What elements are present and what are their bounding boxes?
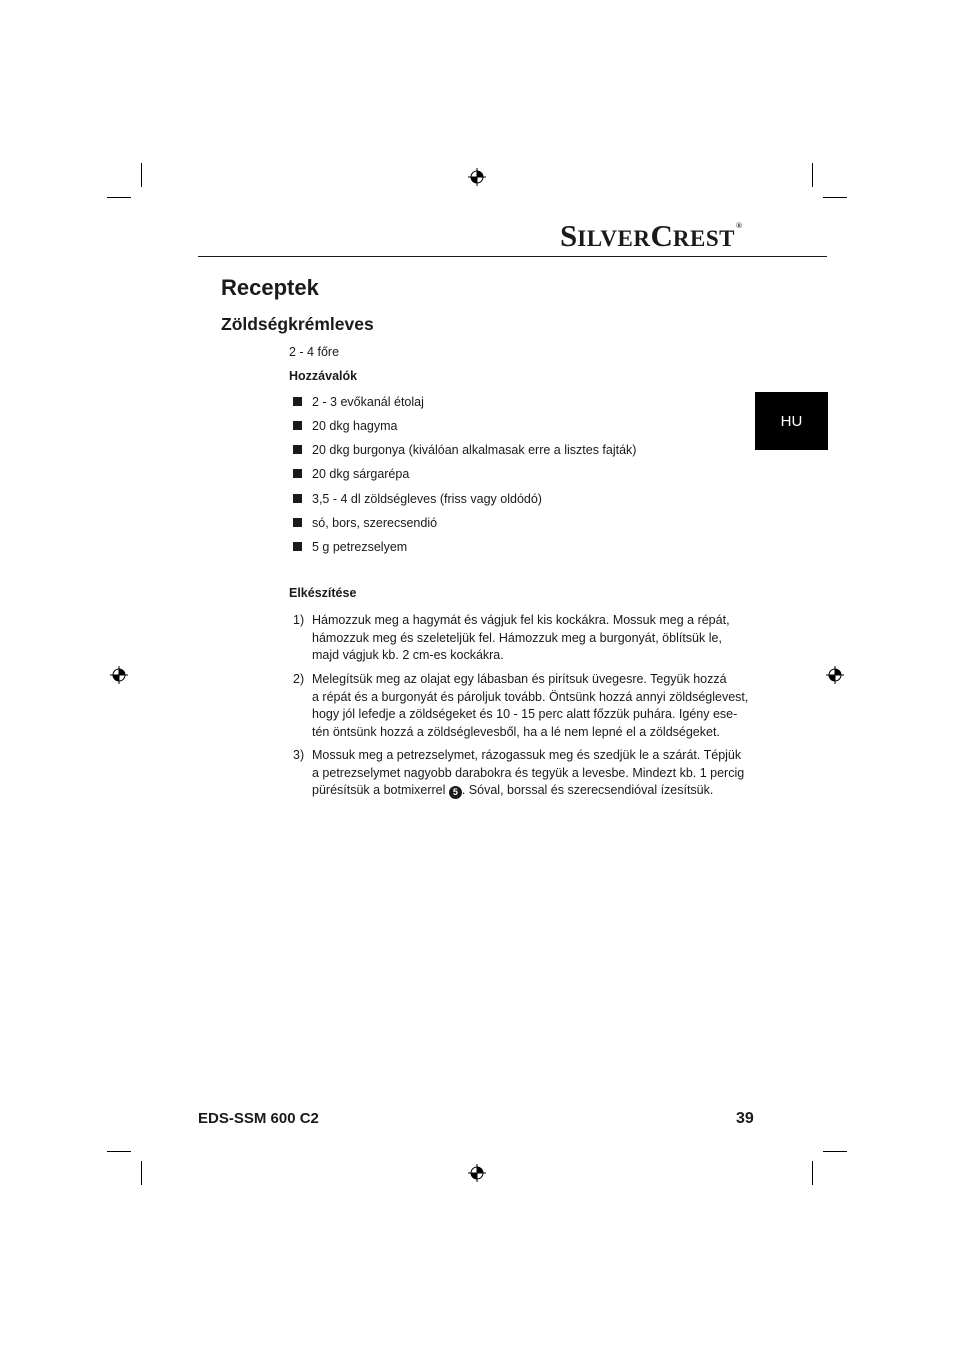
language-tab: HU — [755, 392, 828, 450]
step-line: Mossuk meg a petrezselymet, rázogassuk meg és szedjük le a szárát. Tépjük — [312, 748, 742, 762]
ingredients-label: Hozzávalók — [289, 369, 358, 383]
ingredient-item: 3,5 - 4 dl zöldségleves (friss vagy oldódó) — [293, 492, 542, 506]
bullet-square-icon — [293, 542, 302, 551]
step-number: 3) — [293, 748, 305, 762]
crop-mark-tr-h — [823, 197, 847, 198]
ingredient-item: 2 - 3 evőkanál étolaj — [293, 395, 424, 409]
crop-mark-bl-v — [141, 1161, 142, 1185]
step-line: a répát és a burgonyát és pároljuk tovább. Öntsünk hozzá annyi zöldséglevest, — [312, 689, 749, 704]
ingredient-item: 20 dkg hagyma — [293, 419, 397, 433]
ingredient-item: 5 g petrezselyem — [293, 540, 407, 554]
bullet-square-icon — [293, 494, 302, 503]
ingredient-item: 20 dkg sárgarépa — [293, 467, 409, 481]
step-line: tén öntsünk hozzá a zöldséglevesből, ha a lé nem lepné el a zöldségeket. — [312, 724, 720, 739]
step-line: hámozzuk meg és szeleteljük fel. Hámozzuk meg a burgonyát, öblítsük le, — [312, 630, 722, 645]
bullet-square-icon — [293, 445, 302, 454]
step-line: pürésítsük a botmixerrel 5 . Sóval, borssal és szerecsendióval ízesítsük. — [312, 783, 714, 797]
preparation-label: Elkészítése — [289, 586, 357, 600]
page-number: 39 — [736, 1110, 754, 1127]
bullet-square-icon — [293, 421, 302, 430]
registration-mark-right-icon — [826, 666, 844, 684]
crop-mark-bl-h — [107, 1151, 131, 1152]
bullet-square-icon — [293, 397, 302, 406]
step-number: 2) — [293, 672, 305, 686]
step-line: hogy jól lefedje a zöldségeket és 10 - 15 perc alatt főzzük puhára. Igény ese- — [312, 707, 738, 721]
crop-mark-br-v — [812, 1161, 813, 1185]
step-line: majd vágjuk kb. 2 cm-es kockákra. — [312, 648, 504, 662]
footer-model: EDS-SSM 600 C2 — [198, 1110, 319, 1127]
registration-mark-top-icon — [468, 168, 486, 186]
step-line: a petrezselymet nagyobb darabokra és tegyük a levesbe. Mindezt kb. 1 percig — [312, 765, 745, 780]
header-rule — [198, 256, 827, 257]
crop-mark-tl-v — [141, 163, 142, 187]
registration-mark-left-icon — [110, 666, 128, 684]
crop-mark-br-h — [823, 1151, 847, 1152]
servings-text: 2 - 4 főre — [289, 345, 340, 359]
crop-mark-tr-v — [812, 163, 813, 187]
step-line: Hámozzuk meg a hagymát és vágjuk fel kis kockákra. Mossuk meg a répát, — [312, 613, 730, 627]
bullet-square-icon — [293, 469, 302, 478]
bullet-square-icon — [293, 518, 302, 527]
recipe-title: Zöldségkrémleves — [221, 314, 374, 334]
ingredient-item: só, bors, szerecsendió — [293, 516, 437, 530]
silvercrest-logo: SILVERCREST® — [560, 218, 742, 253]
page-title: Receptek — [221, 275, 319, 300]
ingredient-item: 20 dkg burgonya (kiválóan alkalmasak erre a lisztes fajták) — [293, 443, 636, 457]
figure-reference-badge: 5 — [449, 786, 462, 799]
step-number: 1) — [293, 613, 305, 627]
crop-mark-tl-h — [107, 197, 131, 198]
registration-mark-bottom-icon — [468, 1164, 486, 1182]
step-line: Melegítsük meg az olajat egy lábasban és pirítsuk üvegesre. Tegyük hozzá — [312, 672, 727, 686]
